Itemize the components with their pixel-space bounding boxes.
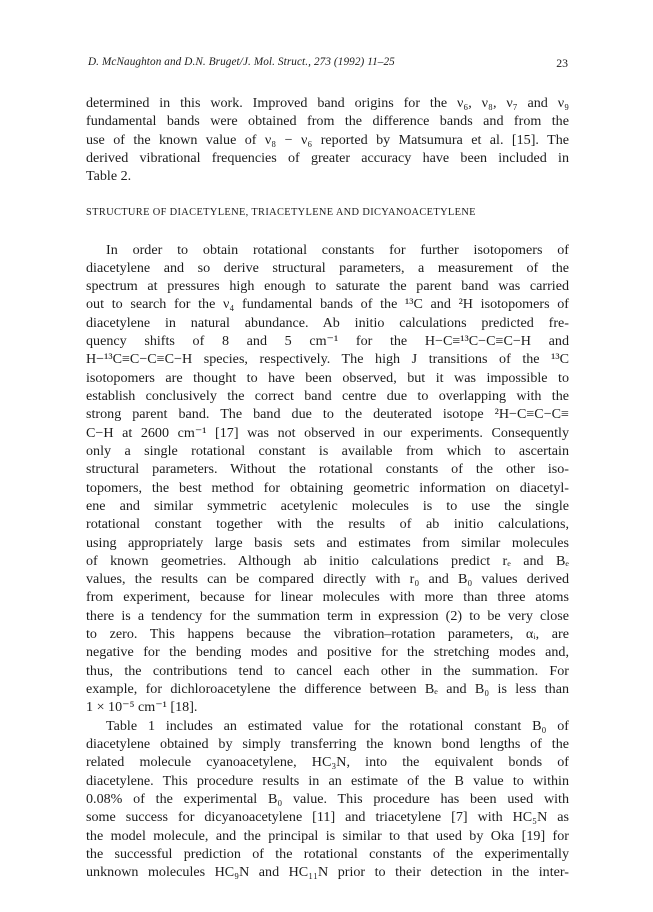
- text-line: the successful prediction of the rotational constants of the experimentally: [86, 845, 569, 862]
- text-line: negative for the bending modes and positive for the stretching modes and,: [86, 644, 569, 661]
- text-line: of known geometries. Although ab initio calculations predict rₑ and Bₑ: [86, 552, 569, 569]
- text-line: example, for dichloroacetylene the difference between Bₑ and B₀ is less than: [86, 681, 569, 697]
- text-line: diacetylene. This procedure results in an estimate of the B value to within: [86, 772, 569, 789]
- text-line: some success for dicyanoacetylene [11] and triacetylene [7] with HC₅N as: [86, 809, 569, 826]
- text-line: derived vibrational frequencies of greater accuracy have been included in: [86, 149, 569, 166]
- text-line: Table 2.: [86, 168, 132, 185]
- text-line: 1 × 10⁻⁵ cm⁻¹ [18].: [86, 699, 198, 716]
- running-head: D. McNaughton and D.N. Bruget/J. Mol. Struct., 273 (1992) 11–25: [88, 56, 395, 68]
- text-line: establish conclusively the correct band centre due to overlapping with the: [86, 388, 569, 404]
- text-line: strong parent band. The band due to the deuterated isotope ²H−C≡C−C≡: [86, 406, 569, 423]
- page-number: 23: [556, 56, 568, 70]
- text-line: C−H at 2600 cm⁻¹ [17] was not observed in our experiments. Consequently: [86, 424, 569, 441]
- text-line: unknown molecules HC₉N and HC₁₁N prior to their detection in the inter-: [86, 864, 569, 881]
- text-line: values, the results can be compared directly with r₀ and B₀ values derived: [86, 571, 569, 588]
- text-line: only a single rotational constant is available from which to ascertain: [86, 442, 569, 459]
- text-line: there is a tendency for the summation term in expression (2) to be very close: [86, 607, 569, 624]
- text-line: to zero. This happens because the vibration–rotation parameters, αᵢ, are: [86, 626, 569, 643]
- paragraph-table: [86, 717, 569, 882]
- paragraph-intro: [86, 94, 569, 186]
- paragraph-structure: [86, 241, 569, 717]
- section-heading: STRUCTURE OF DIACETYLENE, TRIACETYLENE AND DICYANOACETYLENE: [86, 206, 476, 218]
- text-line: 0.08% of the experimental B₀ value. This procedure has been used with: [86, 790, 569, 807]
- text-line: from experiment, because for linear molecules with more than three atoms: [86, 589, 569, 606]
- text-line: isotopomers are thought to have been observed, but it was impossible to: [86, 369, 569, 386]
- article-body: [86, 94, 569, 881]
- text-line: diacetylene obtained by simply transferring the known bond lengths of the: [86, 735, 569, 752]
- text-line: using appropriately large basis sets and estimates from similar molecules: [86, 534, 569, 551]
- text-line: diacetylene and so derive structural parameters, a measurement of the: [86, 259, 569, 276]
- text-line: quency shifts of 8 and 5 cm⁻¹ for the H−C≡¹³C−C≡C−H and: [86, 333, 569, 350]
- text-line: rotational constant together with the results of ab initio calculations,: [86, 516, 569, 533]
- text-line: ene and similar symmetric acetylenic molecules is to use the single: [86, 497, 569, 514]
- text-line: spectrum at pressures high enough to saturate the parent band was carried: [86, 278, 569, 295]
- text-line: diacetylene in natural abundance. Ab initio calculations predicted fre-: [86, 314, 569, 331]
- text-line: fundamental bands were obtained from the difference bands and from the: [86, 113, 569, 130]
- text-line: structural parameters. Without the rotational constants of the other iso-: [86, 461, 569, 478]
- text-line: the model molecule, and the principal is similar to that used by Oka [19] for: [86, 827, 569, 844]
- text-line: In order to obtain rotational constants for further isotopomers of: [106, 241, 569, 258]
- text-line: Table 1 includes an estimated value for the rotational constant B₀ of: [106, 717, 569, 734]
- text-line: thus, the contributions tend to cancel each other in the summation. For: [86, 662, 569, 679]
- text-line: related molecule cyanoacetylene, HC₃N, into the equivalent bonds of: [86, 754, 569, 771]
- text-line: topomers, the best method for obtaining geometric information on diacetyl-: [86, 479, 569, 496]
- text-line: use of the known value of ν₈ − ν₆ reported by Matsumura et al. [15]. The: [86, 131, 569, 148]
- text-line: H−¹³C≡C−C≡C−H species, respectively. The high J transitions of the ¹³C: [86, 351, 569, 368]
- text-line: determined in this work. Improved band origins for the ν₆, ν₈, ν₇ and ν₉: [86, 95, 569, 111]
- text-line: out to search for the ν₄ fundamental bands of the ¹³C and ²H isotopomers of: [86, 296, 569, 313]
